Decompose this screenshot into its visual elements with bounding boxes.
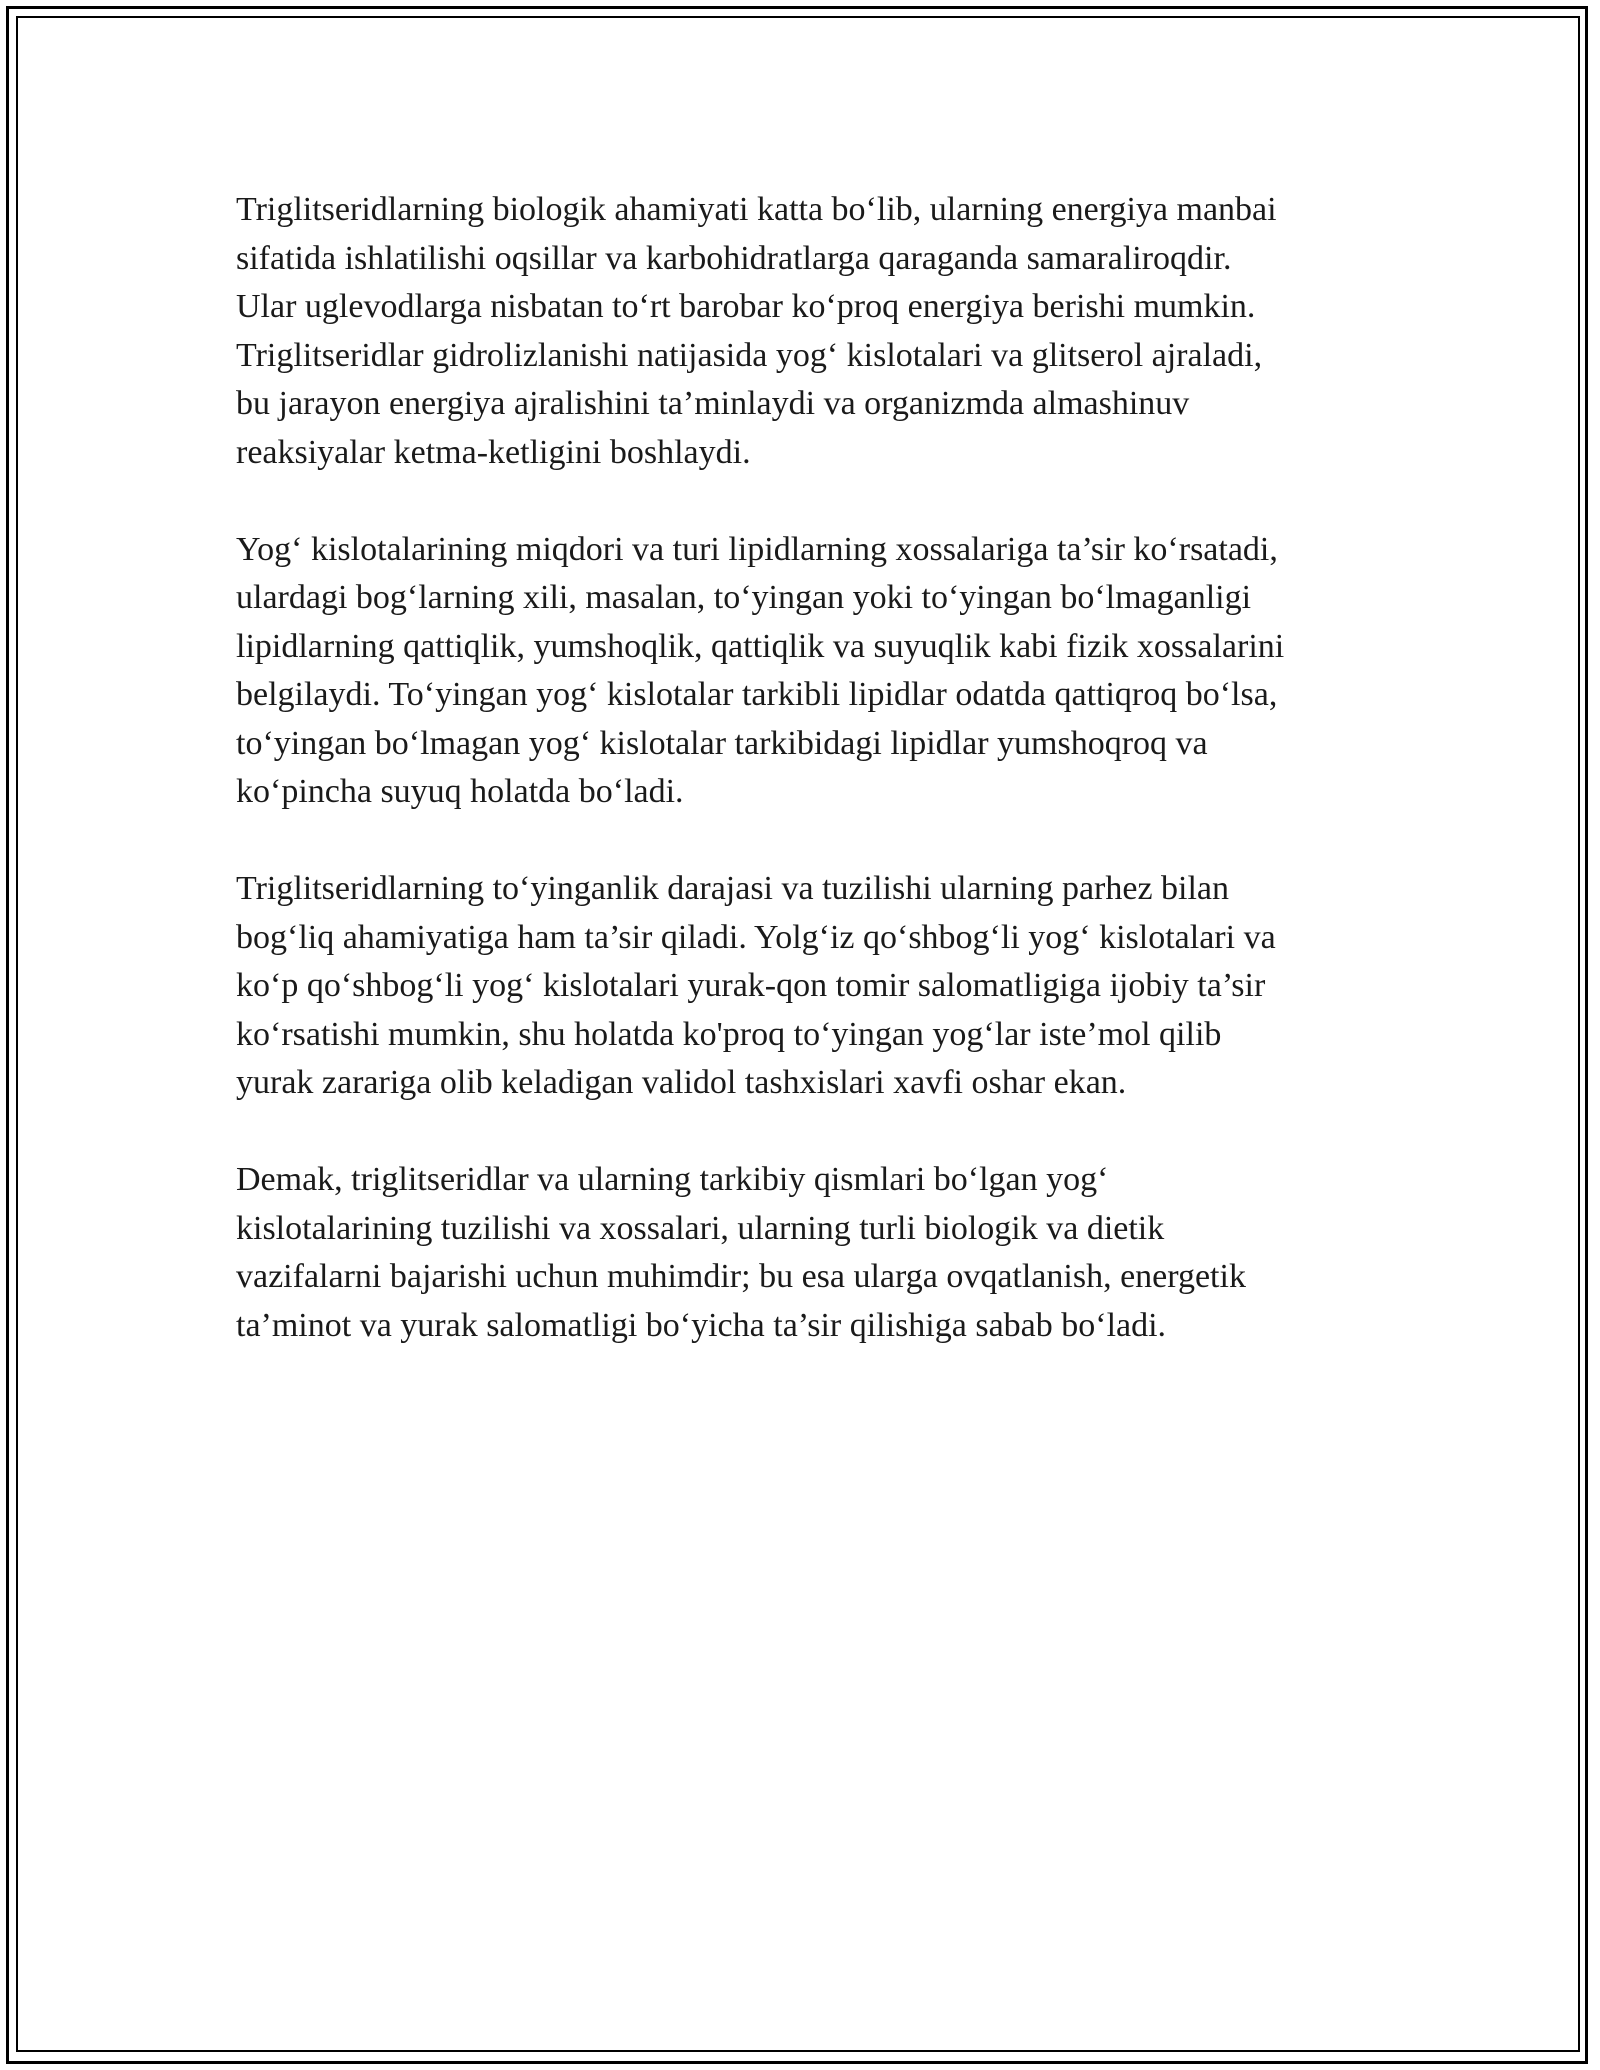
paragraph-fatty-acid-properties: Yog‘ kislotalarining miqdori va turi lipidlarning xossalariga ta’sir ko‘rsatadi, ulardagi bog‘larning xili, masalan, to‘yingan yoki to‘yingan bo‘lmaganligi lipidlarning qattiqlik, yumshoqlik, qattiqlik va suyuqlik kabi fizik xossalarini belgilaydi. To‘yingan yog‘ kislotalar tarkibli lipidlar odatda qattiqroq bo‘lsa, to‘yingan bo‘lmagan yog‘ kislotalar tarkibidagi lipidlar yumshoqroq va ko‘pincha suyuq holatda bo‘ladi. xyxy=(236,530,1285,810)
paragraph-dietary-significance: Triglitseridlarning to‘yinganlik darajasi va tuzilishi ularning parhez bilan bog‘liq ahamiyatiga ham ta’sir qiladi. Yolg‘iz qo‘shbog‘li yog‘ kislotalari va ko‘p qo‘shbog‘li yog‘ kislotalari yurak-qon tomir salomatligiga ijobiy ta’sir ko‘rsatishi mumkin, shu holatda ko'proq to‘yingan yog‘lar iste’mol qilib yurak zarariga olib keladigan validol tashxislari xavfi oshar ekan. xyxy=(236,870,1276,1101)
paragraph-conclusion: Demak, triglitseridlar va ularning tarkibiy qismlari bo‘lgan yog‘ kislotalarining tuzilishi va xossalari, ularning turli biologik va dietik vazifalarni bajarishi uchun muhimdir; bu esa ularga ovqatlanish, energetik ta’minot va yurak salomatligi bo‘yicha ta’sir qilishiga sabab bo‘ladi. xyxy=(236,1161,1246,1344)
paragraph-energy-source: Triglitseridlarning biologik ahamiyati katta bo‘lib, ularning energiya manbai sifatida ishlatilishi oqsillar va karbohidratlarga qaraganda samaraliroqdir. Ular uglevodlarga nisbatan to‘rt barobar ko‘proq energiya berishi mumkin. Triglitseridlar gidrolizlanishi natijasida yog‘ kislotalari va glitserol ajraladi, bu jarayon energiya ajralishini ta’minlaydi va organizmda almashinuv reaksiyalar ketma-ketligini boshlaydi. xyxy=(236,191,1277,471)
document-body xyxy=(236,186,1386,1399)
